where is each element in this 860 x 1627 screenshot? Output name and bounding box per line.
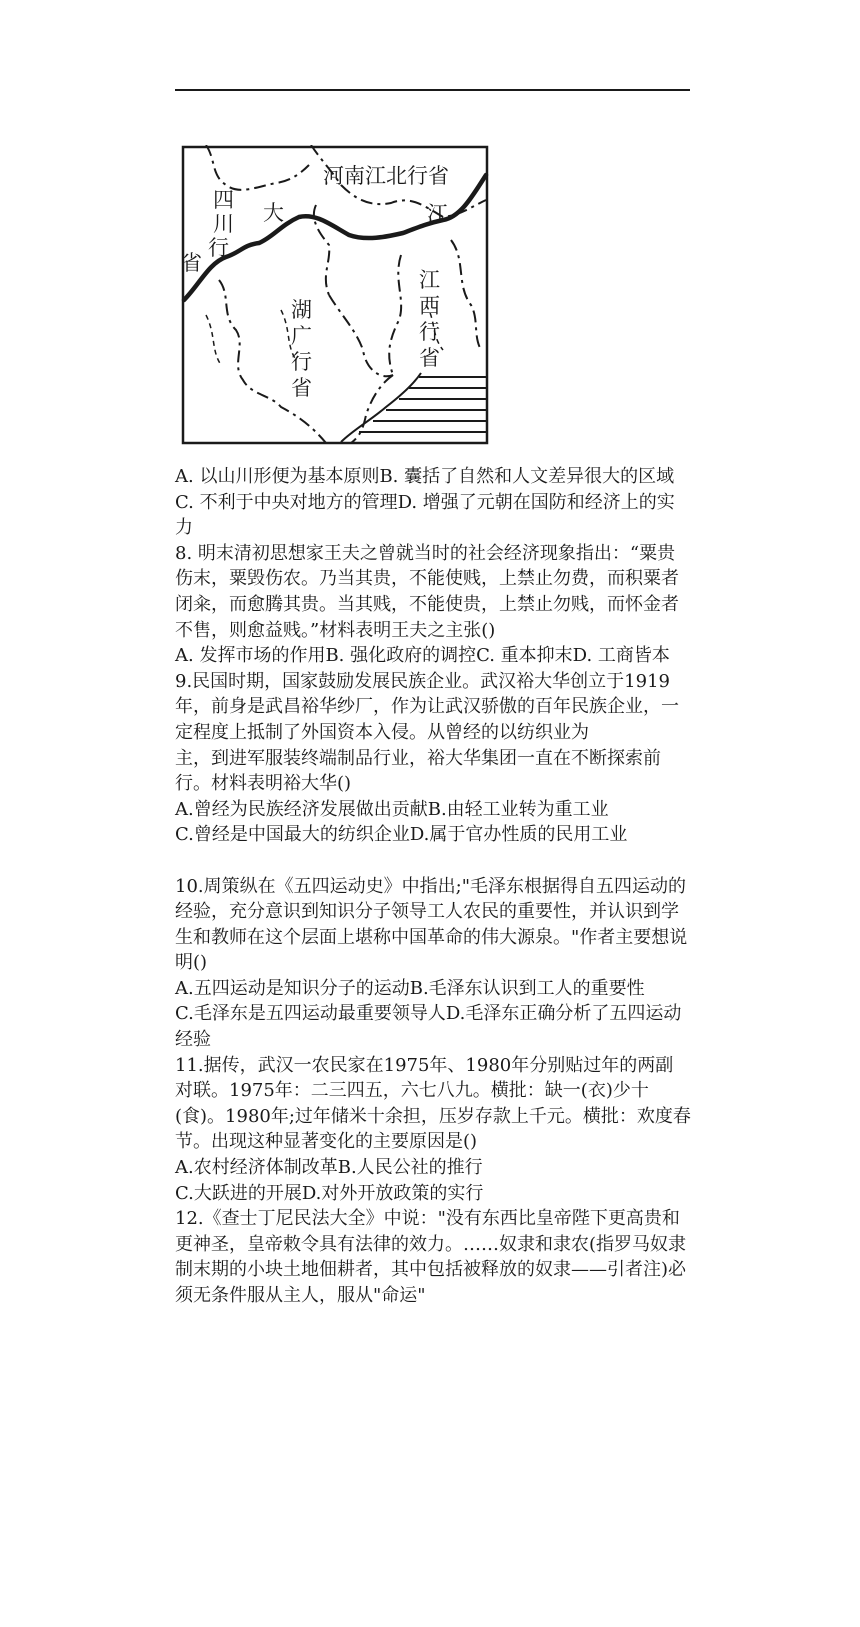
label-jiangxi-1: 江 (419, 268, 440, 292)
q10-stem: 10.周策纵在《五四运动史》中指出;"毛泽东根据得自五四运动的经验，充分意识到知识分子领导工人农民的重要性，并认识到学生和教师在这个层面上堪称中国革命的伟大源泉。"作者主要想说明() (175, 875, 688, 974)
label-sichuan-2: 川 (213, 212, 234, 236)
q9-stem-1: 9.民国时期，国家鼓励发展民族企业。武汉裕大华创立于1919年，前身是武昌裕华纱厂，作为让武汉骄傲的百年民族企业，一定程度上抵制了外国资本入侵。从曾经的以纺织业为 (175, 670, 679, 743)
blank-line (175, 848, 691, 874)
q9-options-ab: A.曾经为民族经济发展做出贡献B.由轻工业转为重工业 (175, 798, 609, 820)
label-jiang: 江 (427, 202, 448, 226)
q9-stem-2: 主，到进军服装终端制品行业，裕大华集团一直在不断探索前行。材料表明裕大华() (175, 747, 661, 795)
q11-options-cd: C.大跃进的开展D.对外开放政策的实行 (175, 1182, 484, 1204)
label-sichuan-3: 行 (208, 236, 229, 260)
q10-options-cd: C.毛泽东是五四运动最重要领导人D.毛泽东正确分析了五四运动经验 (175, 1003, 682, 1051)
q8-stem: 8. 明末清初思想家王夫之曾就当时的社会经济现象指出：“粟贵伤末，粟毁伤农。乃当其贵，不能使贱，上禁止勿费，而积粟者闭籴，而愈腾其贵。当其贱，不能使贵，上禁止勿贱，而怀金者不售，则愈益贱。”材料表明王夫之主张() (175, 542, 679, 641)
label-sichuan-4: 省 (181, 251, 202, 275)
q10-options-ab: A.五四运动是知识分子的运动B.毛泽东认识到工人的重要性 (175, 977, 645, 999)
label-huguang-3: 行 (291, 350, 312, 374)
q12-stem: 12.《查士丁尼民法大全》中说："没有东西比皇帝陛下更高贵和更神圣，皇帝敕令具有法律的效力。……奴隶和隶农(指罗马奴隶制末期的小块土地佃耕者，其中包括被释放的奴隶——引者注)必须无条件服从主人，服从"命运" (175, 1208, 687, 1306)
label-jiangxi-2: 西 (419, 294, 440, 318)
q11-stem: 11.据传，武汉一农民家在1975年、1980年分别贴过年的两副对联。1975年：二三四五，六七八九。横批：缺一(衣)少十(食)。1980年;过年储米十余担，压岁存款上千元。横批：欢度春节。出现这种显著变化的主要原因是() (175, 1054, 691, 1153)
river-traces (206, 305, 443, 365)
q11-options-ab: A.农村经济体制改革B.人民公社的推行 (175, 1157, 483, 1179)
q7-options-ab: A. 以山川形便为基本原则B. 囊括了自然和人文差异很大的区域 (175, 466, 675, 487)
label-henan: 河南江北行省 (323, 164, 449, 188)
yuan-province-map (181, 145, 509, 460)
question-text (175, 464, 691, 1309)
label-huguang-1: 湖 (291, 298, 312, 322)
header-rule (175, 89, 690, 91)
label-huguang-4: 省 (291, 376, 312, 400)
q7-options-cd: C. 不利于中央对地方的管理D. 增强了元朝在国防和经济上的实力 (175, 491, 675, 539)
lake-hatch (341, 373, 486, 442)
label-jiangxi-4: 省 (419, 346, 440, 370)
label-huguang-2: 广 (291, 324, 312, 348)
map-figure (181, 145, 509, 460)
q8-options: A. 发挥市场的作用B. 强化政府的调控C. 重本抑末D. 工商皆本 (175, 645, 670, 667)
label-da: 大 (263, 201, 284, 225)
q9-options-cd: C.曾经是中国最大的纺织企业D.属于官办性质的民用工业 (175, 824, 628, 846)
label-sichuan-1: 四 (213, 188, 234, 212)
label-jiangxi-3: 行 (419, 320, 440, 344)
